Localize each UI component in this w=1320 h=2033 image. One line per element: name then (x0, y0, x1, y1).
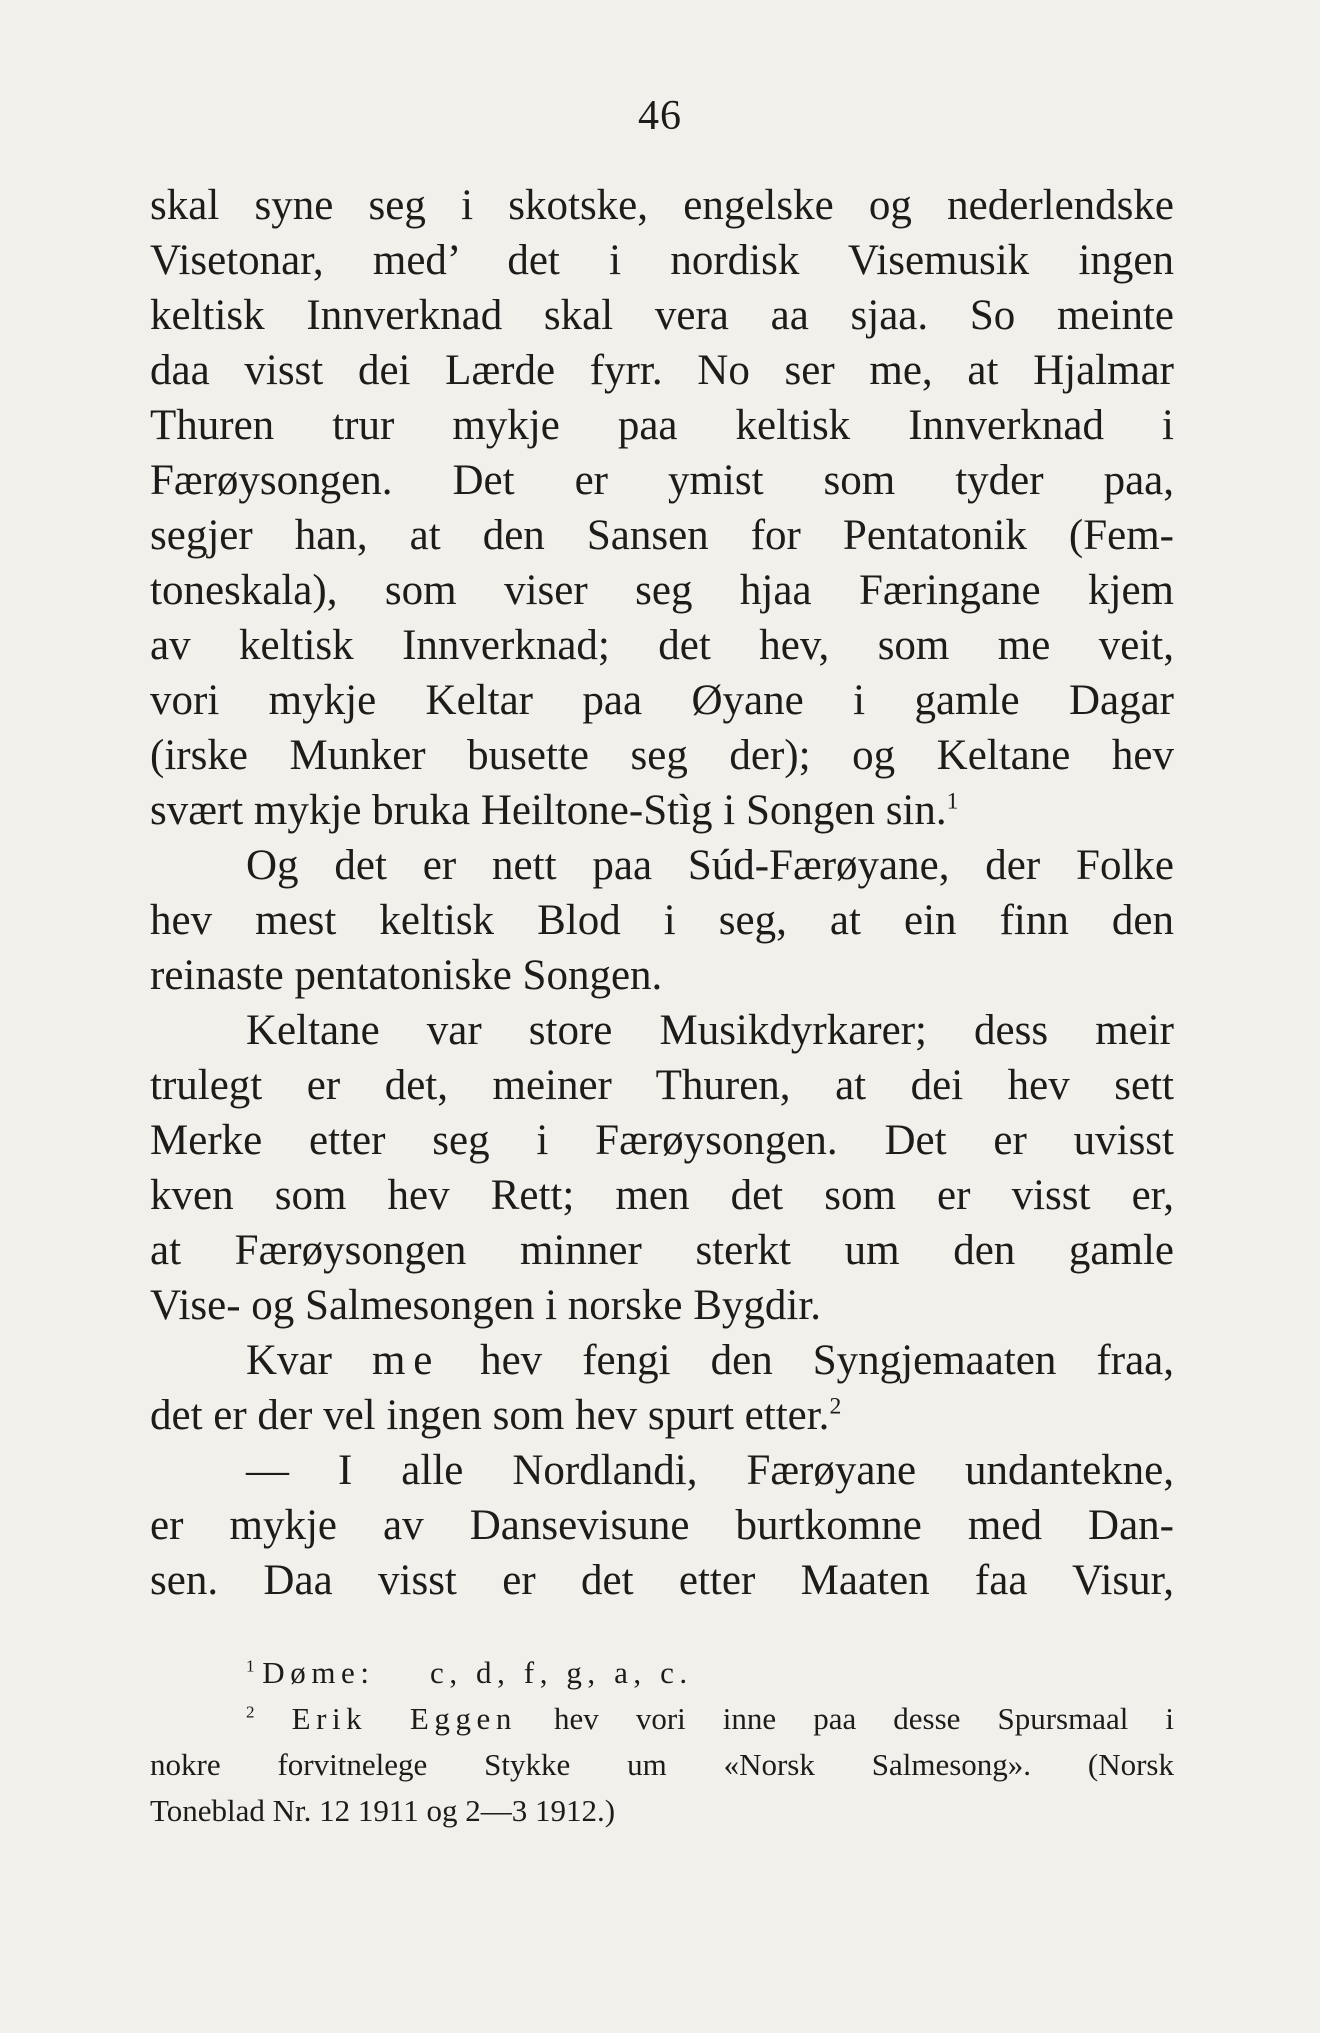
text-line (150, 1388, 1174, 1443)
text-line: at Færøysongen minner sterkt um den gamle (150, 1227, 1174, 1274)
footnote-line: nokre forvitnelege Stykke um «Norsk Salmesong». (Norsk (150, 1747, 1174, 1782)
text-line: — I alle Nordlandi, Færøyane undantekne, (246, 1447, 1174, 1494)
text-line: skal syne seg i skotske, engelske og nederlendske (150, 182, 1174, 229)
spaced-word: me (372, 1337, 441, 1384)
footnote-label: Døme: (262, 1655, 375, 1690)
footnote-ref-1: 1 (946, 788, 959, 815)
body-text (150, 178, 1174, 1608)
footnote-text: c, d, f, g, a, c. (430, 1655, 693, 1690)
text-line: segjer han, at den Sansen for Pentatonik (Fem- (150, 512, 1174, 559)
text-line: Visetonar, med’ det i nordisk Visemusik ingen (150, 237, 1174, 284)
text-line (150, 1333, 1174, 1388)
text-span: Kvar (246, 1337, 373, 1384)
text-line: trulegt er det, meiner Thuren, at dei hev sett (150, 1062, 1174, 1109)
text-line: reinaste pentatoniske Songen. (150, 952, 663, 999)
page-number: 46 (638, 93, 682, 139)
text-line: Færøysongen. Det er ymist som tyder paa, (150, 457, 1174, 504)
text-line: daa visst dei Lærde fyrr. No ser me, at Hjalmar (150, 347, 1174, 394)
footnote-mark: 2 (246, 1702, 255, 1722)
text-line: er mykje av Dansevisune burtkomne med Dan- (150, 1502, 1174, 1549)
text-line: (irske Munker busette seg der); og Keltane hev (150, 732, 1174, 779)
text-line: Og det er nett paa Súd-Færøyane, der Folke (246, 842, 1174, 889)
text-line: sen. Daa visst er det etter Maaten faa Visur, (150, 1557, 1174, 1604)
text-line: Vise- og Salmesongen i norske Bygdir. (150, 1282, 822, 1329)
text-span: det er der vel ingen som hev spurt etter. (150, 1392, 830, 1439)
text-line: hev mest keltisk Blod i seg, at ein finn den (150, 897, 1174, 944)
text-line: keltisk Innverknad skal vera aa sjaa. So meinte (150, 292, 1174, 339)
text-line: toneskala), som viser seg hjaa Færingane kjem (150, 567, 1174, 614)
text-line: Thuren trur mykje paa keltisk Innverknad i (150, 402, 1174, 449)
text-span: hev fengi den Syngjemaaten fraa, (440, 1337, 1174, 1384)
footnote-ref-2: 2 (829, 1393, 842, 1420)
text-line: Merke etter seg i Færøysongen. Det er uvisst (150, 1117, 1174, 1164)
footnote-line: Toneblad Nr. 12 1911 og 2—3 1912.) (150, 1793, 616, 1828)
text-line: kven som hev Rett; men det som er visst er, (150, 1172, 1174, 1219)
text-line (150, 783, 1174, 838)
footnotes (150, 1650, 1174, 1834)
text-span: svært mykje bruka Heiltone-Stìg i Songen sin. (150, 787, 947, 834)
text-line: vori mykje Keltar paa Øyane i gamle Dagar (150, 677, 1174, 724)
footnote-mark: 1 (246, 1656, 255, 1676)
footnote-1 (150, 1650, 1174, 1696)
footnote-author: Erik Eggen (291, 1701, 517, 1736)
footnote-2 (150, 1696, 1174, 1742)
text-line: av keltisk Innverknad; det hev, som me veit, (150, 622, 1174, 669)
footnote-text: hev vori inne paa desse Spursmaal i (516, 1701, 1175, 1736)
text-line: Keltane var store Musikdyrkarer; dess meir (246, 1007, 1174, 1054)
